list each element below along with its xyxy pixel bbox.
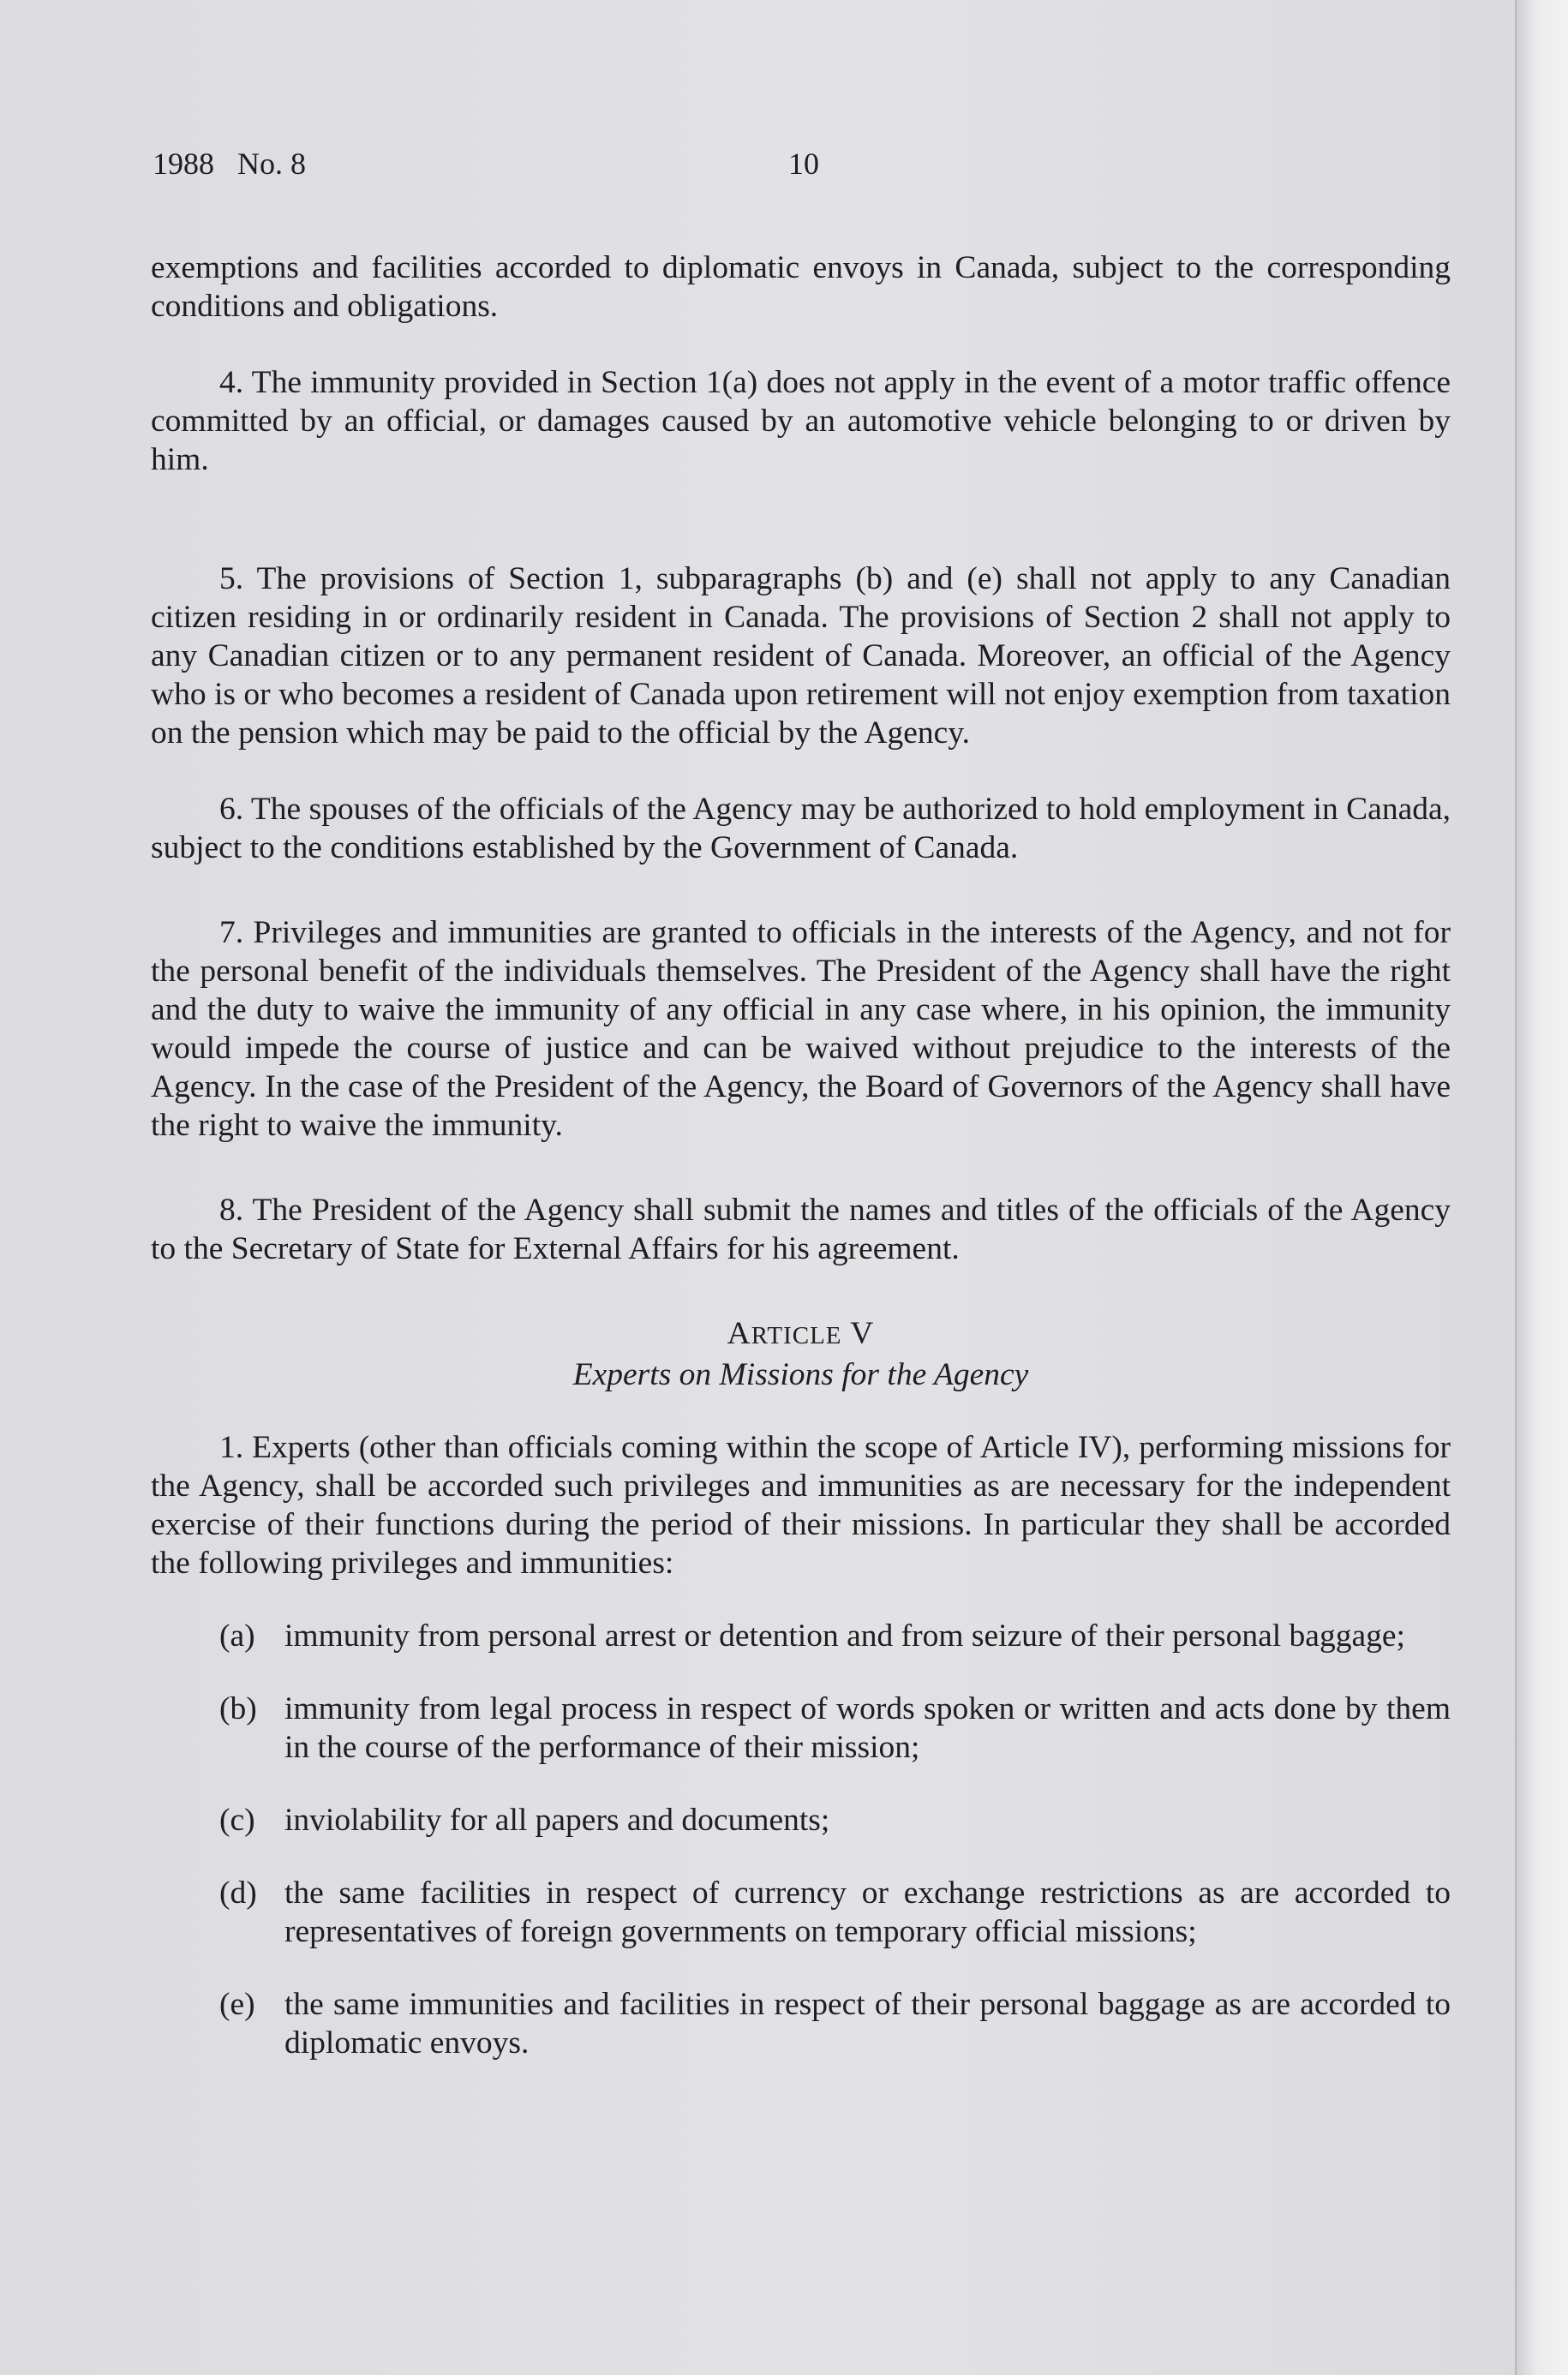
page-header [153, 146, 1455, 188]
article-heading-numeral: V [850, 1316, 875, 1351]
paragraph-6: 6. The spouses of the officials of the Agency may be authorized to hold employment in Canada, subject to the conditions established by the Government of Canada. [151, 792, 1451, 865]
list-item [219, 1801, 1451, 1840]
privileges-list [219, 1617, 1451, 2062]
page-body [151, 248, 1451, 2097]
list-item-label: (e) [219, 1987, 255, 2022]
list-item [219, 1617, 1451, 1655]
article-subheading: Experts on Missions for the Agency [572, 1357, 1029, 1392]
list-item-text: the same immunities and facilities in respect of their personal baggage as are accorded to diplomatic envoys. [284, 1987, 1451, 2061]
year-and-number: 1988 No. 8 [153, 147, 306, 181]
paragraph-4: 4. The immunity provided in Section 1(a) does not apply in the event of a motor traffic offence committed by an official, or damages caused by an automotive vehicle belonging to or driven by him. [151, 365, 1451, 477]
article-heading-initial: A [727, 1316, 751, 1351]
paragraph-5: 5. The provisions of Section 1, subparagraphs (b) and (e) shall not apply to any Canadian citizen residing in or ordinarily resident in Canada. The provisions of Section 2 shall not apply to any Canadian citizen or to any permanent resident of Canada. Moreover, an official of the Agency who is or who becomes a resident of Canada upon retirement will not enjoy exemption from taxation on the pension which may be paid to the official by the Agency. [151, 561, 1451, 751]
list-item-label: (d) [219, 1875, 257, 1911]
list-item-text: inviolability for all papers and documents; [284, 1803, 830, 1838]
list-item-text: immunity from personal arrest or detention and from seizure of their personal baggage; [284, 1618, 1405, 1654]
list-item-label: (b) [219, 1691, 257, 1726]
list-item-text: immunity from legal process in respect of words spoken or written and acts done by them in the course of the performance of their mission; [284, 1691, 1451, 1765]
paragraph-continuation: exemptions and facilities accorded to diplomatic envoys in Canada, subject to the corresponding conditions and obligations. [151, 250, 1451, 324]
list-item [219, 1985, 1451, 2062]
paragraph-7: 7. Privileges and immunities are granted to officials in the interests of the Agency, and not for the personal benefit of the individuals themselves. The President of the Agency shall have the right and the duty to waive the immunity of any official in any case where, in his opinion, the immunity would impede the course of justice and can be waived without prejudice to the interests of the Agency. In the case of the President of the Agency, the Board of Governors of the Agency shall have the right to waive the immunity. [151, 915, 1451, 1143]
article-heading-rest: RTICLE [751, 1322, 842, 1349]
article-paragraph-1: 1. Experts (other than officials coming within the scope of Article IV), performing missions for the Agency, shall be accorded such privileges and immunities as are necessary for the independent exercise of their functions during the period of their missions. In particular they shall be accorded the following privileges and immunities: [151, 1430, 1451, 1581]
list-item [219, 1690, 1451, 1767]
page-number: 10 [788, 147, 819, 181]
paragraph-8: 8. The President of the Agency shall submit the names and titles of the officials of the Agency to the Secretary of State for External Affairs for his agreement. [151, 1193, 1451, 1266]
article-heading [151, 1314, 1451, 1355]
list-item-label: (c) [219, 1803, 255, 1838]
list-item-label: (a) [219, 1618, 255, 1654]
list-item [219, 1874, 1451, 1951]
binding-edge [1515, 0, 1568, 2375]
list-item-text: the same facilities in respect of currency or exchange restrictions as are accorded to representatives of foreign governments on temporary official missions; [284, 1875, 1451, 1949]
